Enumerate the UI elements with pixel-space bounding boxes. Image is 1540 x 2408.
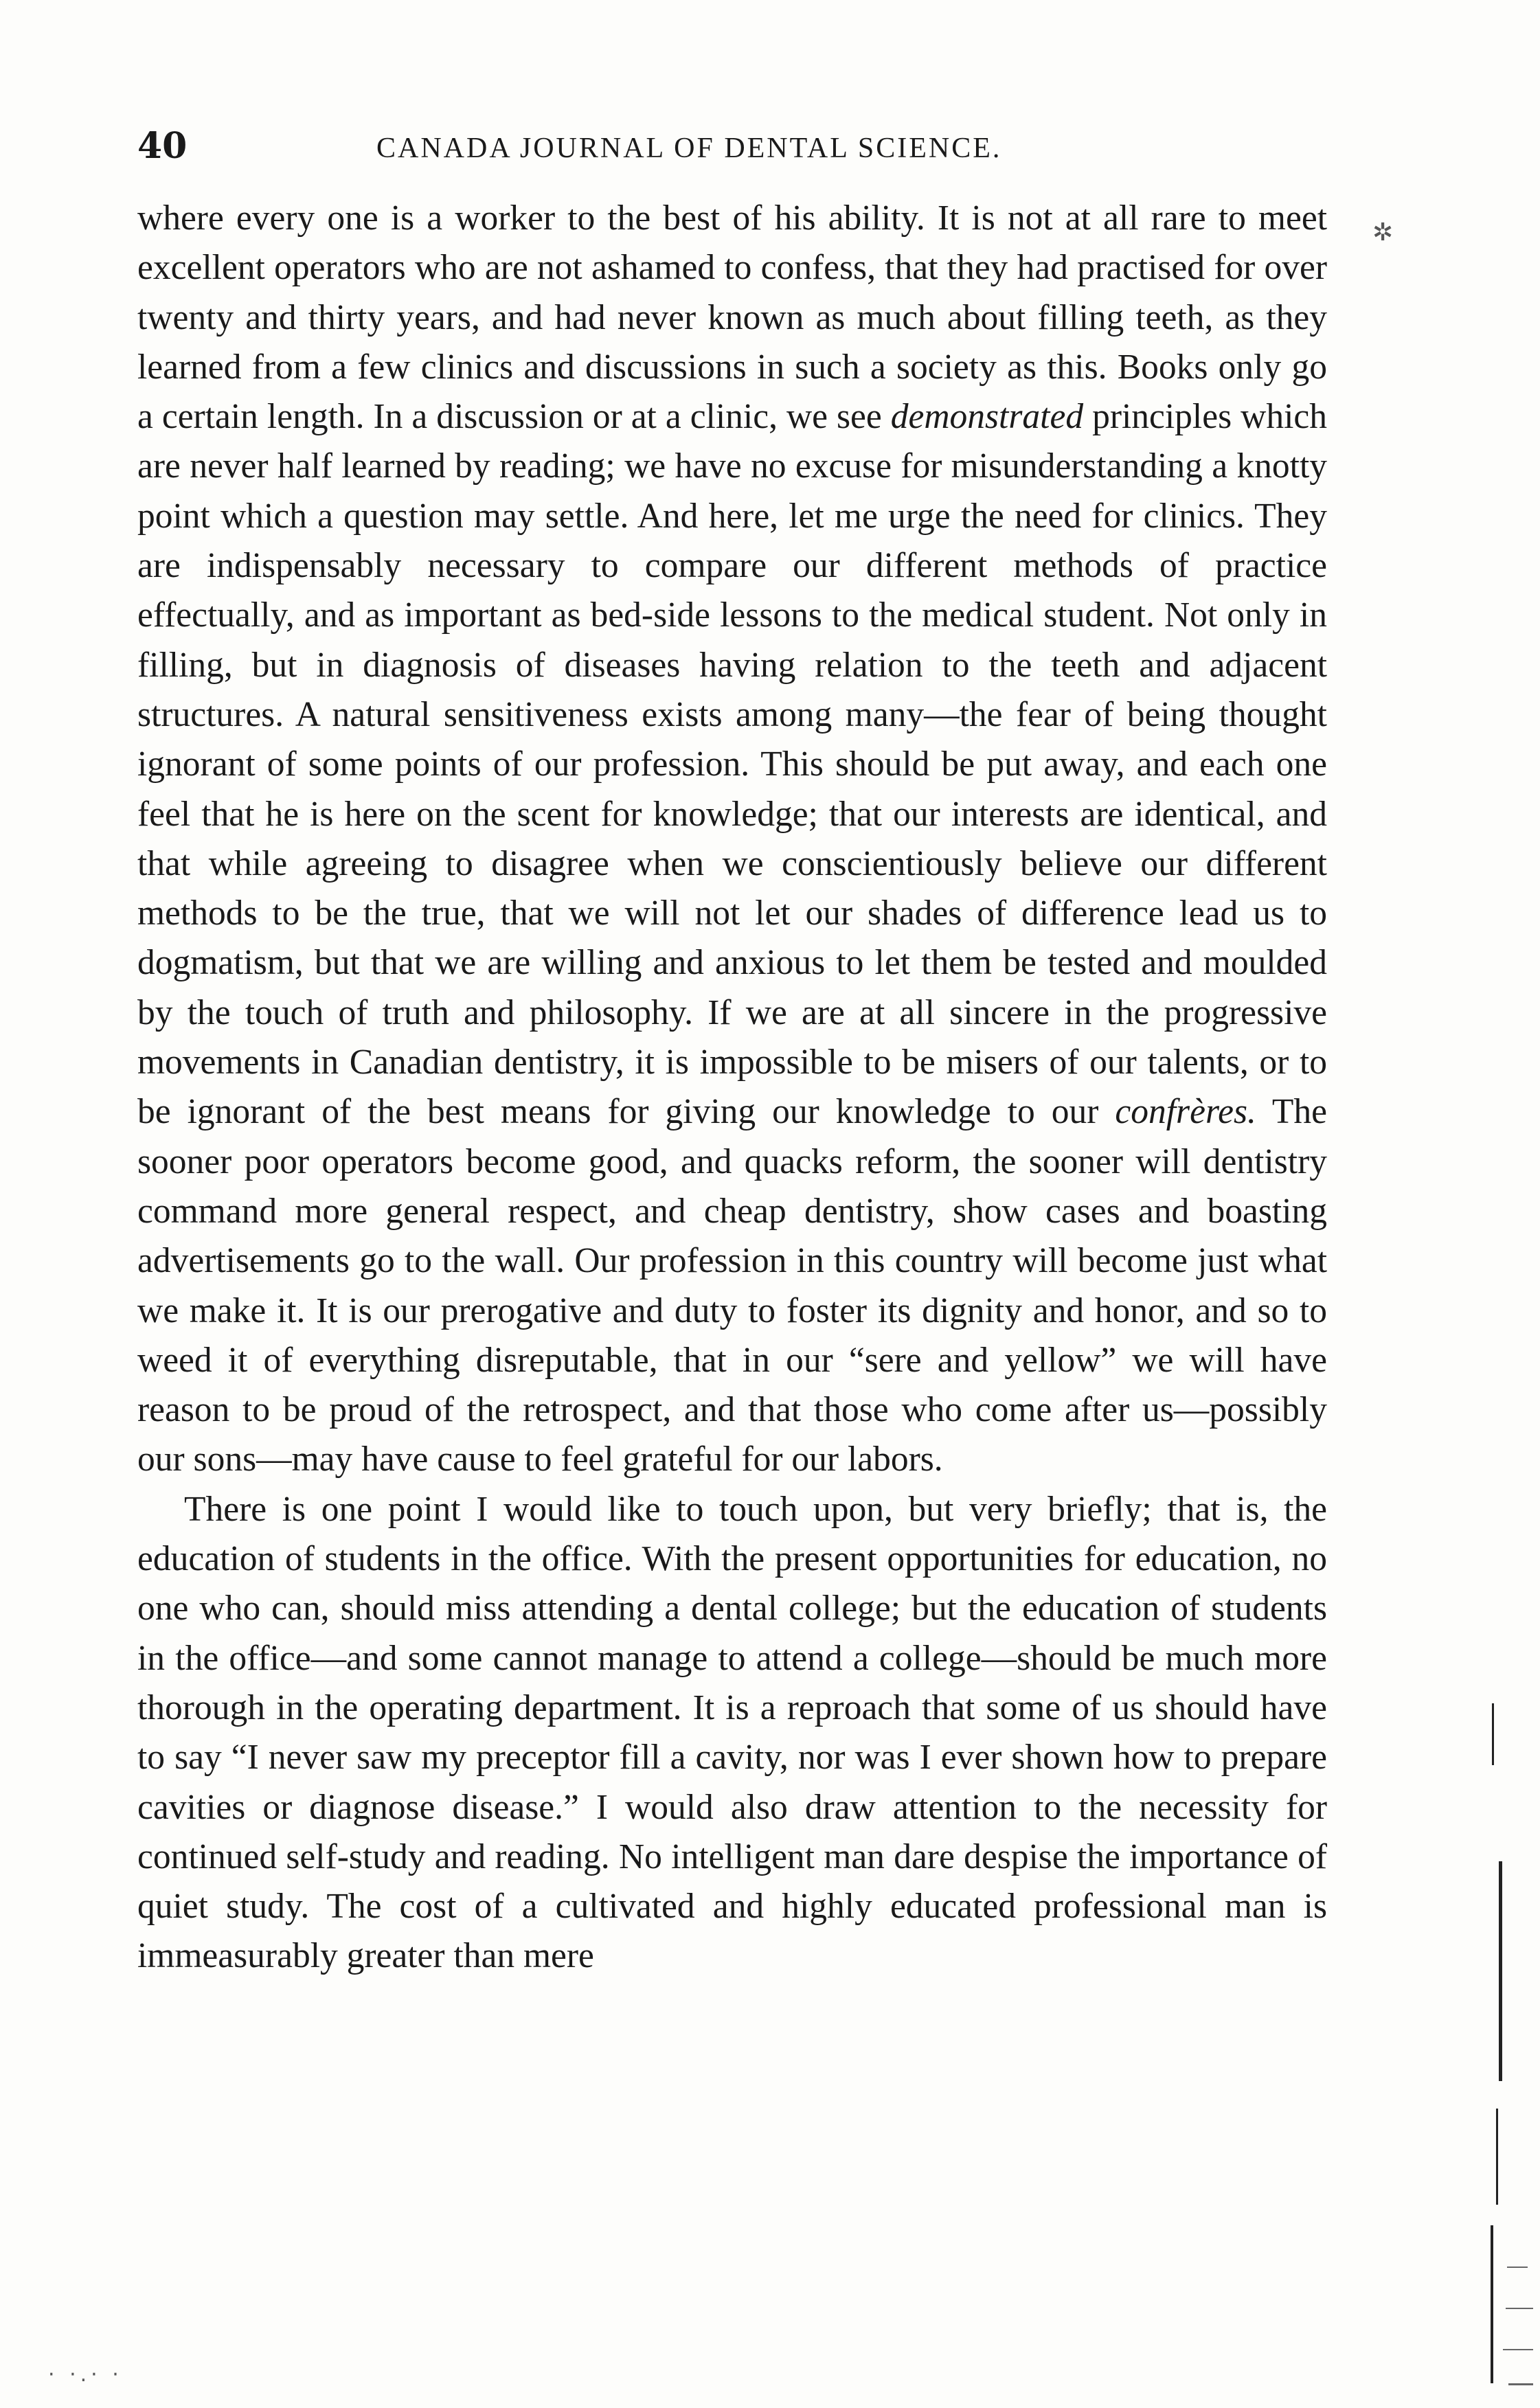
- paragraph-first-text-b: principles which are never half learned by reading; we have no excuse for misunderstanding a knotty point which a question may settle. And here, let me urge the need for clinics. They are indispensably necessary to compare our different methods of practice effectually, and as important as bed-side lessons to the medical student. Not only in filling, but in diagnosis of diseases having relation to the teeth and adjacent structures. A natural sensitiveness exists among many—the fear of being thought ignorant of some points of our profession. This should be put away, and each one feel that he is here on the scent for knowledge; that our interests are identical, and that while agreeing to disagree when we conscientiously believe our different methods to be the true, that we will not let our shades of difference lead us to dogmatism, but that we are willing and anxious to let them be tested and moulded by the touch of truth and philosophy. If we are at all sincere in the progressive movements in Canadian dentistry, it is impossible to be misers of our talents, or to be ignorant of the best means for giving our knowledge to our: [137, 397, 1327, 1132]
- paragraph-second: There is one point I would like to touch upon, but very briefly; that is, the education of students in the office. With the present opportunities for education, no one who can, should miss attending a dental college; but the education of students in the office—and some cannot manage to attend a college—should be much more thorough in the operating department. It is a reproach that some of us should have to say “I never saw my preceptor fill a cavity, nor was I ever shown how to prepare cavities or diagnose disease.” I would also draw attention to the necessity for continued self-study and reading. No intelligent man dare despise the importance of quiet study. The cost of a cultivated and highly educated professional man is immeasurably greater than mere: [137, 1489, 1327, 1976]
- italic-demonstrated: demonstrated: [890, 397, 1084, 437]
- article-body: [137, 194, 1327, 1981]
- italic-confreres: confrères.: [1115, 1092, 1256, 1132]
- paragraph-first-text-a: where every one is a worker to the best of his ability. It is not at all rare to meet excellent operators who are not ashamed to confess, that they had practised for over twenty and thirty years, and had never known as much about filling teeth, as they learned from a few clinics and discussions in such a society as this. Books only go a certain length. In a discussion or at a clinic, we see: [137, 198, 1327, 437]
- paragraph-first-text-c: The sooner poor operators become good, and quacks reform, the sooner will dentistry command more general respect, and cheap dentistry, show cases and boasting advertisements go to the wall. Our profession in this country will become just what we make it. It is our prerogative and duty to foster its dignity and honor, and so to weed it of everything disreputable, that in our “sere and yellow” we will have reason to be proud of the retrospect, and that those who come after us—possibly our sons—may have cause to feel grateful for our labors.: [137, 1092, 1327, 1479]
- page-edge-scan-marks: [1464, 1703, 1540, 2408]
- paragraph-first: [137, 194, 1327, 1485]
- bottom-scan-specks: · ·.· ·: [48, 2363, 123, 2387]
- journal-title: CANADA JOURNAL OF DENTAL SCIENCE.: [376, 133, 1002, 164]
- margin-ornament-icon: ✲: [1372, 218, 1394, 247]
- page-number: 40: [137, 125, 188, 167]
- running-head: [137, 122, 1333, 170]
